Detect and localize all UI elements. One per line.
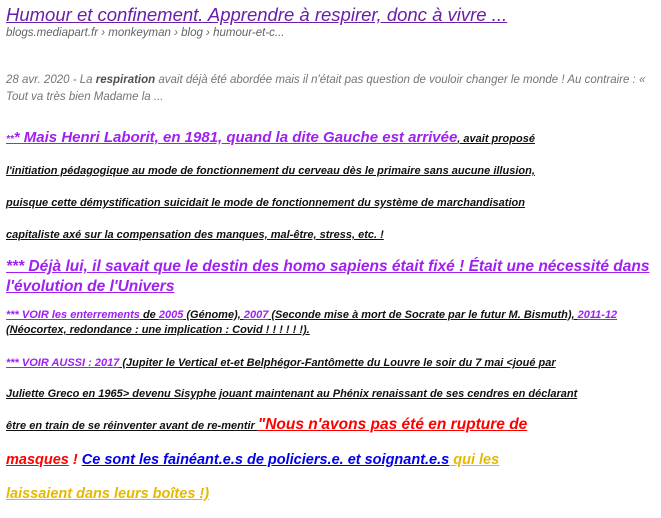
quote-rupture: "Nous n'avons pas été en rupture de <box>257 416 528 433</box>
laborit-line-4: capitaliste axé sur la compensation des manques, mal-être, stress, etc. ! <box>6 229 384 241</box>
text-qui-les: qui les <box>449 452 500 468</box>
destiny-paragraph: *** Déjà lui, il savait que le destin des homo sapiens était fixé ! Était une nécessité dans l'évolution de l'Univers <box>6 258 650 295</box>
laborit-line-3: puisque cette démystification suicidait le mode de fonctionnement du système de marchandisation <box>6 197 525 209</box>
text-de: de <box>139 309 159 321</box>
text-excl: ! <box>68 452 82 468</box>
text-genome: (Génome), <box>183 309 244 321</box>
greco-line: Juliette Greco en 1965> devenu Sisyphe jouant maintenant au Phénix renaissant de ses cendres en déclarant <box>6 388 578 400</box>
snippet-keyword: respiration <box>95 74 156 86</box>
text-neocortex: (Néocortex, redondance : une implication : Covid ! ! ! ! ! !). <box>6 324 310 336</box>
text-masques: masques <box>6 452 69 468</box>
voir-aussi-line <box>6 357 556 369</box>
link-voir-enterrements[interactable]: *** VOIR les enterrements <box>6 309 140 321</box>
result-title-link[interactable]: Humour et confinement. Apprendre à respirer, donc à vivre ... <box>6 4 508 25</box>
text-jupiter: (Jupiter le Vertical et-et Belphégor-Fantômette du Louvre le soir du 7 mai <joué par <box>119 357 556 369</box>
snippet-text: avait déjà été abordée mais il n'était pas question de vouloir changer le monde ! Au contraire : « Tout va très bien Madame la ... <box>6 74 646 103</box>
boites-line: laissaient dans leurs boîtes !) <box>6 486 210 502</box>
reinventer-line <box>6 416 527 434</box>
text-faineants: Ce sont les fainéant.e.s de policiers.e. et soignant.e.s <box>81 452 450 468</box>
text-socrate: (Seconde mise à mort de Socrate par le futur M. Bismuth), <box>268 309 578 321</box>
text-reinventer: être en train de se réinventer avant de re-mentir <box>6 420 258 432</box>
laborit-heading-line <box>6 129 535 146</box>
link-2007[interactable]: 2007 <box>243 309 269 321</box>
laborit-line-2: l'initiation pédagogique au mode de fonctionnement du cerveau dès le primaire sans aucune illusion, <box>6 165 535 177</box>
link-voir-aussi-2017[interactable]: *** VOIR AUSSI : 2017 <box>6 357 120 369</box>
laborit-heading-tail: , avait proposé <box>457 133 535 145</box>
masques-line <box>6 452 499 468</box>
burials-paragraph <box>6 308 656 338</box>
asterisk-lead: ** <box>6 134 14 145</box>
snippet-date: 28 avr. 2020 <box>6 74 70 86</box>
result-snippet <box>6 72 651 106</box>
result-url-breadcrumb[interactable]: blogs.mediapart.fr › monkeyman › blog › humour-et-c... <box>6 27 285 39</box>
laborit-heading: * Mais Henri Laborit, en 1981, quand la dite Gauche est arrivée <box>13 129 458 146</box>
snippet-dash: - La <box>69 74 96 86</box>
link-2011-12[interactable]: 2011-12 <box>577 309 618 321</box>
link-2005[interactable]: 2005 <box>158 309 184 321</box>
